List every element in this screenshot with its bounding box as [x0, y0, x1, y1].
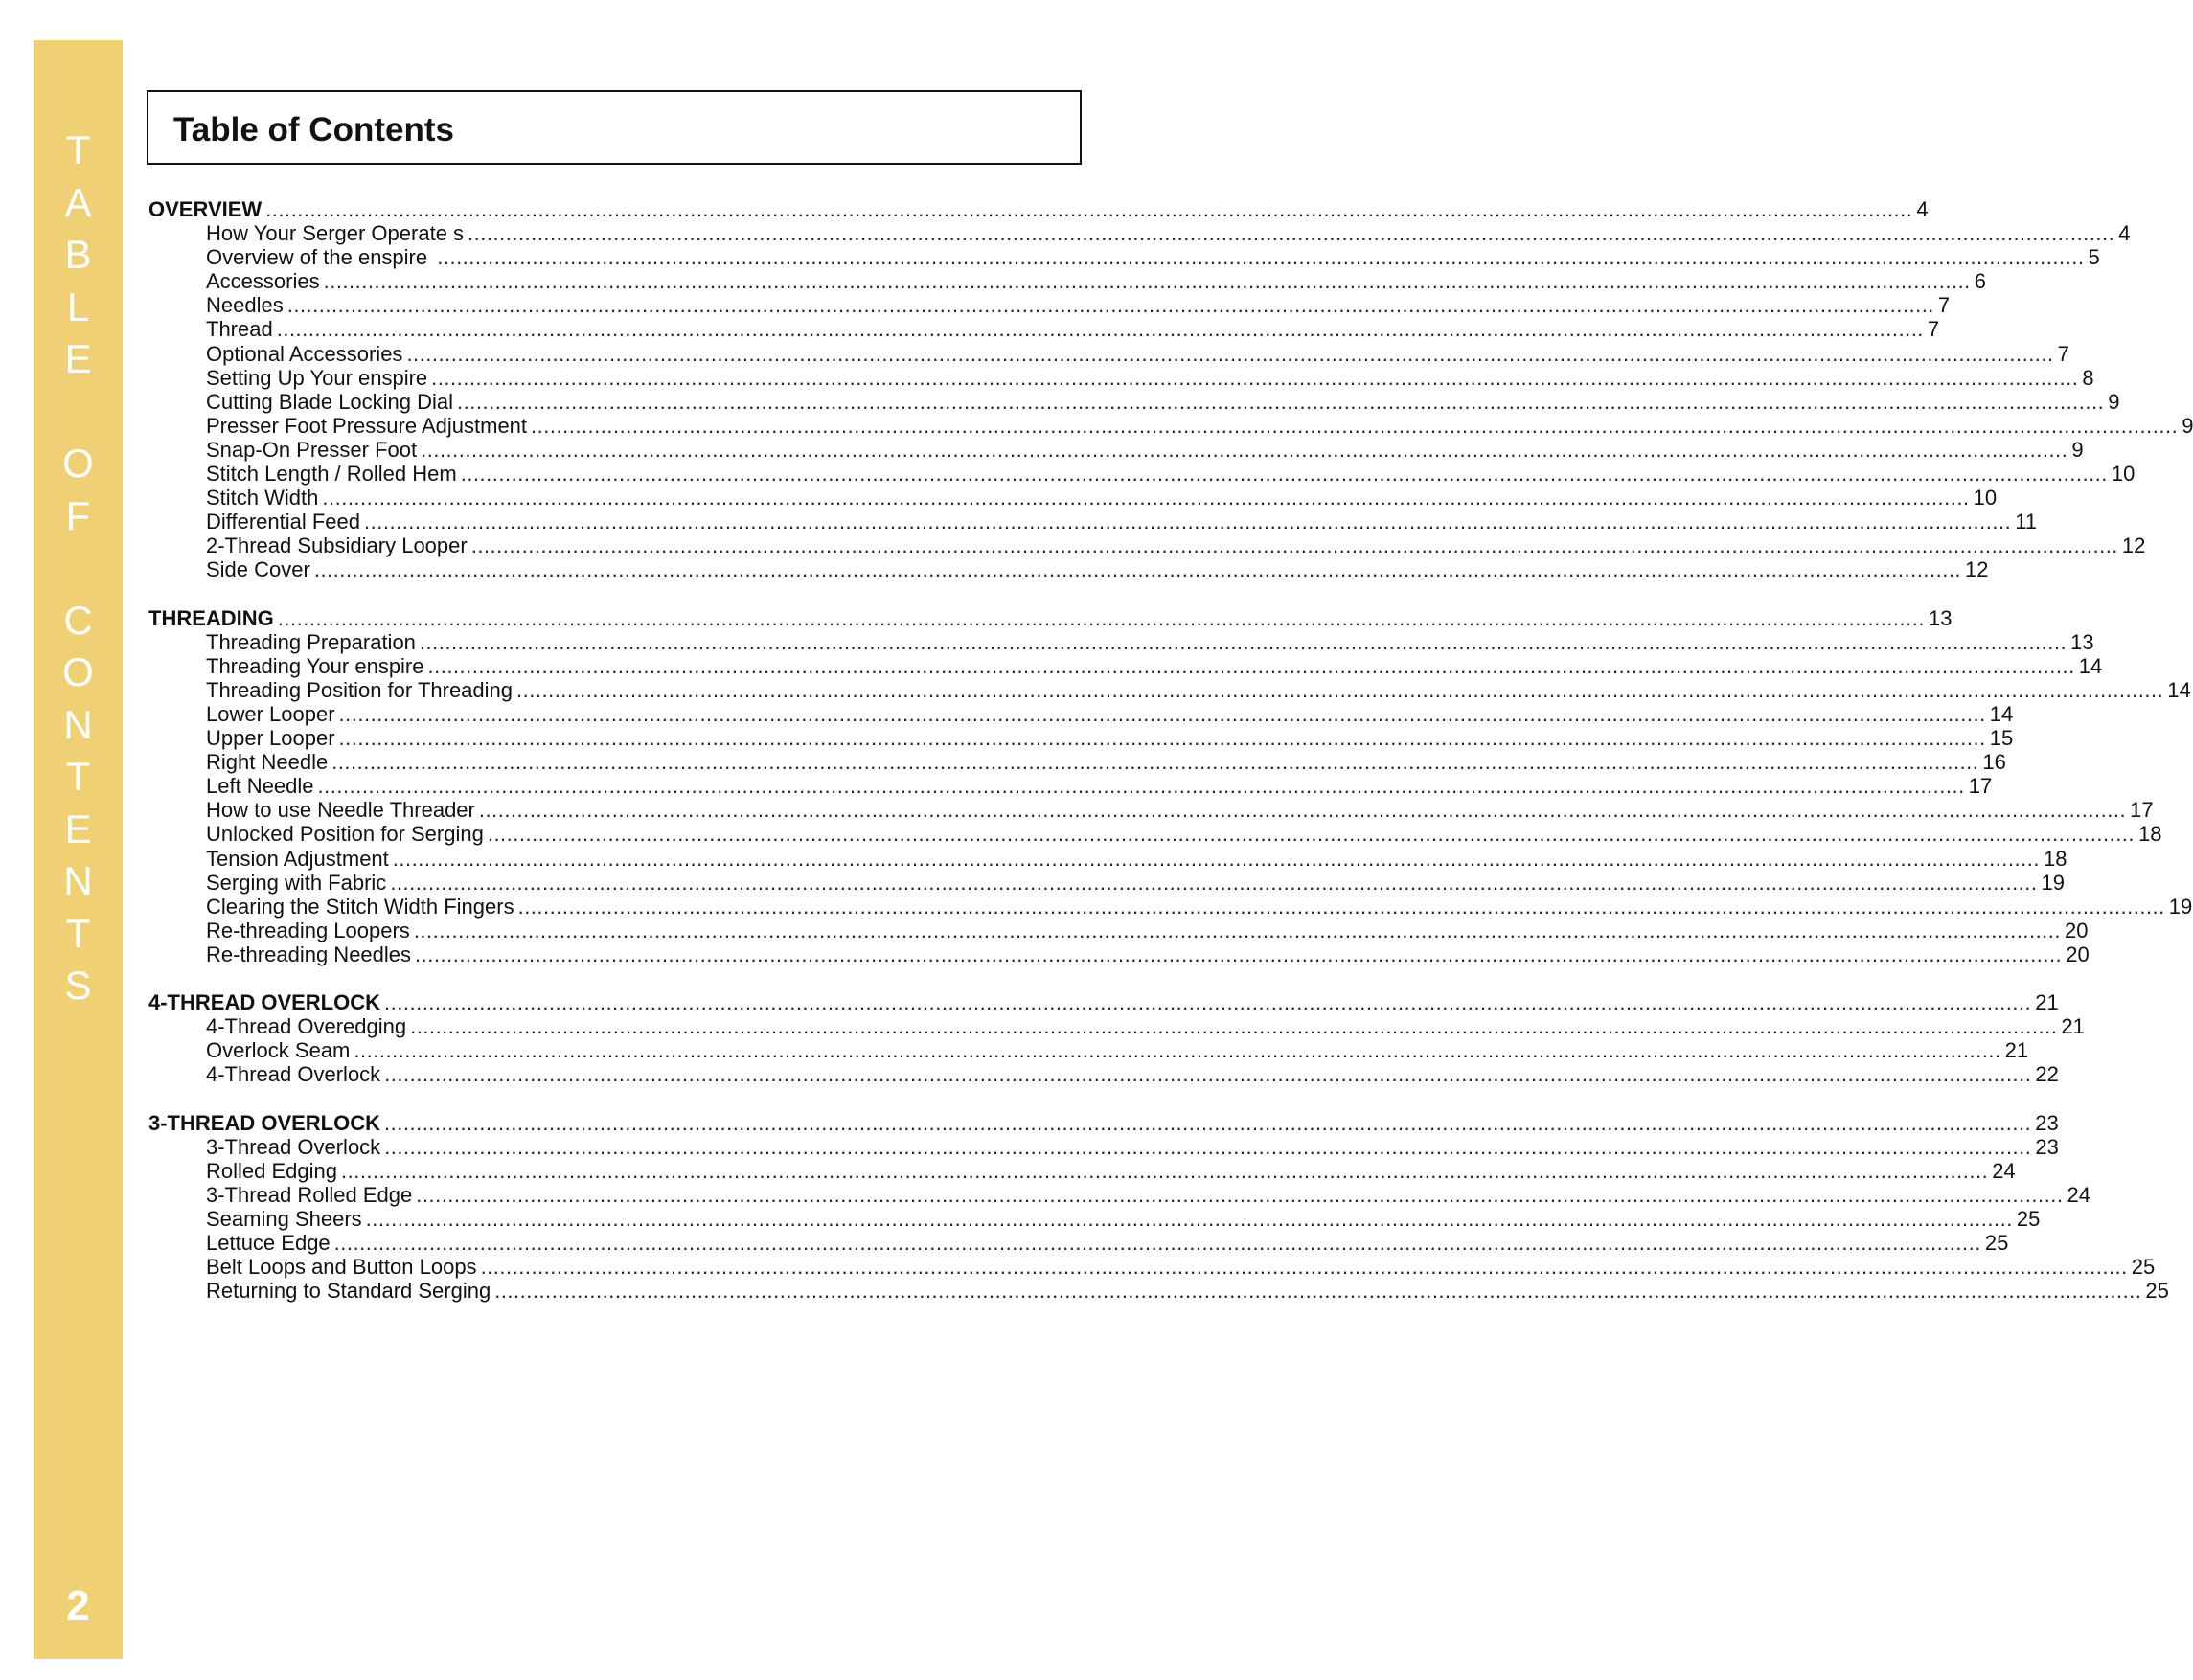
dot-leader: .................................................................................................................................................................................................................................................................... — [487, 822, 2136, 847]
dot-leader: .................................................................................................................................................................................................................................................................... — [516, 677, 2164, 702]
toc-entry-label: Upper Looper — [206, 726, 335, 751]
toc-entry-page-number: 14 — [2167, 677, 2191, 702]
toc-entry-label: Serging with Fabric — [206, 870, 387, 895]
toc-entry[interactable] — [148, 822, 2162, 847]
dot-leader: .................................................................................................................................................................................................................................................................... — [419, 629, 2067, 654]
toc-entry-label: Thread — [206, 317, 273, 342]
toc-entry[interactable] — [148, 389, 2120, 414]
toc-entry-page-number: 25 — [1984, 1231, 2009, 1256]
toc-entry-page-number: 21 — [2061, 1014, 2085, 1039]
toc-entry-label: Seaming Sheers — [206, 1206, 362, 1231]
toc-entry-label: Snap-On Presser Foot — [206, 437, 418, 462]
toc-entry[interactable] — [148, 413, 2193, 438]
toc-entry-label: Overview of the enspire — [206, 245, 434, 270]
sidebar-letter: N — [63, 858, 93, 903]
dot-leader: .................................................................................................................................................................................................................................................................... — [421, 437, 2068, 462]
toc-entry[interactable] — [148, 942, 2090, 966]
sidebar-letter: F — [65, 492, 91, 538]
toc-entry-page-number: 11 — [2015, 510, 2038, 534]
dot-leader: .................................................................................................................................................................................................................................................................... — [276, 317, 1924, 342]
dot-leader: .................................................................................................................................................................................................................................................................... — [460, 462, 2108, 487]
toc-entry[interactable] — [148, 1158, 2016, 1183]
toc-entry-label: THREADING — [148, 605, 274, 630]
toc-entry-page-number: 25 — [2145, 1279, 2169, 1304]
dot-leader: .................................................................................................................................................................................................................................................................... — [517, 894, 2165, 919]
toc-entry-page-number: 4 — [1916, 197, 1929, 221]
dot-leader: .................................................................................................................................................................................................................................................................... — [354, 1038, 2001, 1063]
toc-entry[interactable] — [148, 293, 1951, 318]
toc-section — [148, 1110, 2169, 1304]
dot-leader: .................................................................................................................................................................................................................................................................... — [413, 918, 2062, 942]
toc-entry[interactable] — [148, 1182, 2090, 1207]
sidebar-letter: N — [63, 701, 93, 747]
toc-entry[interactable] — [148, 1014, 2085, 1039]
toc-entry[interactable] — [148, 894, 2193, 919]
toc-entry-label: Presser Foot Pressure Adjustment — [206, 413, 528, 438]
toc-entry-label: Stitch Length / Rolled Hem — [206, 462, 457, 487]
toc-entry[interactable] — [148, 726, 2014, 751]
toc-entry[interactable] — [148, 269, 1987, 294]
toc-entry-label: Threading Preparation — [206, 629, 416, 654]
sidebar-letter: T — [65, 754, 91, 799]
dot-leader: .................................................................................................................................................................................................................................................................... — [338, 701, 1986, 726]
dot-leader: .................................................................................................................................................................................................................................................................... — [480, 1255, 2128, 1280]
toc-entry-label: Left Needle — [206, 774, 314, 799]
toc-entry[interactable] — [148, 1279, 2169, 1304]
dot-leader: .................................................................................................................................................................................................................................................................... — [416, 1182, 2064, 1207]
toc-entry[interactable] — [148, 1206, 2041, 1231]
toc-entry-page-number: 7 — [1937, 293, 1951, 318]
toc-entry[interactable] — [148, 462, 2136, 487]
dot-leader: .................................................................................................................................................................................................................................................................... — [317, 774, 1965, 799]
toc-entry[interactable] — [148, 701, 2014, 726]
toc-entry-page-number: 17 — [1968, 774, 1993, 799]
dot-leader: .................................................................................................................................................................................................................................................................... — [531, 413, 2179, 438]
dot-leader: .................................................................................................................................................................................................................................................................... — [384, 1134, 2032, 1159]
toc-entry[interactable] — [148, 557, 1989, 582]
sidebar-letter: S — [64, 963, 92, 1008]
page-title: Table of Contents — [173, 111, 454, 148]
toc-entry-page-number: 9 — [2071, 437, 2084, 462]
toc-section — [148, 197, 2193, 582]
sidebar-letter: B — [64, 232, 92, 277]
toc-entry-label: Lower Looper — [206, 701, 335, 726]
dot-leader: .................................................................................................................................................................................................................................................................... — [392, 846, 2040, 871]
dot-leader: .................................................................................................................................................................................................................................................................... — [494, 1279, 2142, 1304]
dot-leader: .................................................................................................................................................................................................................................................................... — [468, 221, 2115, 246]
toc-entry-label: Cutting Blade Locking Dial — [206, 389, 454, 414]
sidebar-letter: E — [64, 336, 92, 381]
sidebar-letter: O — [62, 441, 94, 486]
toc-entry-page-number: 5 — [2088, 245, 2100, 270]
toc-entry-label: Setting Up Your enspire — [206, 365, 428, 390]
toc-entry-label: Threading Your enspire — [206, 653, 424, 678]
dot-leader: .................................................................................................................................................................................................................................................................... — [427, 653, 2075, 678]
toc-entry-page-number: 9 — [2182, 413, 2193, 438]
page-number: 2 — [66, 1582, 90, 1629]
table-of-contents — [148, 197, 2193, 1327]
dot-leader: .................................................................................................................................................................................................................................................................... — [470, 534, 2118, 558]
toc-entry-page-number: 21 — [2004, 1038, 2029, 1063]
toc-entry-page-number: 15 — [1989, 726, 2014, 751]
toc-entry-page-number: 18 — [2138, 822, 2162, 847]
toc-entry-label: Tension Adjustment — [206, 846, 389, 871]
toc-section-heading[interactable] — [148, 990, 2059, 1015]
dot-leader: .................................................................................................................................................................................................................................................................... — [331, 750, 1979, 775]
toc-entry[interactable] — [148, 750, 2006, 775]
toc-entry[interactable] — [148, 317, 1940, 342]
toc-entry-page-number: 22 — [2035, 1062, 2059, 1087]
toc-entry-page-number: 6 — [1974, 269, 1987, 294]
dot-leader: .................................................................................................................................................................................................................................................................... — [406, 341, 2054, 366]
sidebar-letter: E — [64, 806, 92, 851]
dot-leader: .................................................................................................................................................................................................................................................................... — [322, 486, 1970, 511]
toc-entry-page-number: 14 — [1989, 701, 2014, 726]
sidebar-vertical-title — [34, 125, 123, 1012]
dot-leader: .................................................................................................................................................................................................................................................................... — [384, 1062, 2032, 1087]
toc-entry-page-number: 9 — [2108, 389, 2120, 414]
toc-entry-page-number: 12 — [2121, 534, 2146, 558]
toc-entry[interactable] — [148, 918, 2089, 942]
toc-entry-page-number: 18 — [2043, 846, 2067, 871]
toc-entry[interactable] — [148, 510, 2038, 534]
dot-leader: .................................................................................................................................................................................................................................................................... — [410, 1014, 2058, 1039]
toc-entry-label: How Your Serger Operate s — [206, 221, 465, 246]
toc-entry-label: 3-Thread Overlock — [206, 1134, 381, 1159]
toc-section — [148, 605, 2193, 966]
toc-entry-label: Re-threading Needles — [206, 942, 412, 966]
toc-entry[interactable] — [148, 437, 2084, 462]
toc-entry-label: 4-THREAD OVERLOCK — [148, 990, 381, 1015]
toc-entry-page-number: 23 — [2035, 1134, 2059, 1159]
toc-entry-page-number: 24 — [2067, 1182, 2090, 1207]
dot-leader: .................................................................................................................................................................................................................................................................... — [415, 942, 2063, 966]
dot-leader: .................................................................................................................................................................................................................................................................... — [338, 726, 1986, 751]
toc-entry[interactable] — [148, 774, 1993, 799]
dot-leader: .................................................................................................................................................................................................................................................................... — [384, 990, 2032, 1015]
toc-entry-page-number: 16 — [1982, 750, 2006, 775]
toc-entry[interactable] — [148, 1231, 2009, 1256]
toc-section-heading[interactable] — [148, 1110, 2059, 1135]
toc-entry[interactable] — [148, 846, 2067, 871]
toc-entry-page-number: 21 — [2035, 990, 2059, 1015]
toc-entry-page-number: 25 — [2016, 1206, 2041, 1231]
toc-entry-label: Returning to Standard Serging — [206, 1279, 491, 1304]
sidebar-letter: L — [66, 284, 90, 329]
toc-entry-page-number: 23 — [2035, 1110, 2059, 1135]
sidebar-letter: T — [65, 910, 91, 956]
toc-entry-page-number: 17 — [2130, 798, 2154, 823]
toc-entry-page-number: 8 — [2082, 365, 2094, 390]
toc-entry[interactable] — [148, 534, 2146, 558]
toc-entry[interactable] — [148, 486, 1998, 511]
toc-entry[interactable] — [148, 1062, 2059, 1087]
toc-entry-label: Rolled Edging — [206, 1158, 337, 1183]
dot-leader: .................................................................................................................................................................................................................................................................... — [364, 510, 2012, 534]
toc-entry-label: Overlock Seam — [206, 1038, 351, 1063]
toc-section-heading[interactable] — [148, 605, 1953, 630]
dot-leader: .................................................................................................................................................................................................................................................................... — [333, 1231, 1981, 1256]
toc-entry-label: Lettuce Edge — [206, 1231, 331, 1256]
toc-entry-label: Optional Accessories — [206, 341, 403, 366]
toc-entry-page-number: 10 — [1973, 486, 1998, 511]
dot-leader: .................................................................................................................................................................................................................................................................... — [365, 1206, 2013, 1231]
dot-leader: .................................................................................................................................................................................................................................................................... — [437, 245, 2085, 270]
toc-entry-page-number: 24 — [1992, 1158, 2016, 1183]
toc-entry-page-number: 10 — [2111, 462, 2136, 487]
toc-entry-page-number: 13 — [1928, 605, 1953, 630]
toc-entry[interactable] — [148, 798, 2154, 823]
toc-entry-label: Differential Feed — [206, 510, 361, 534]
toc-entry-label: Needles — [206, 293, 284, 318]
toc-entry-page-number: 19 — [2041, 870, 2065, 895]
toc-entry-label: Unlocked Position for Serging — [206, 822, 484, 847]
toc-entry-label: Re-threading Loopers — [206, 918, 410, 942]
toc-entry[interactable] — [148, 653, 2103, 678]
toc-entry[interactable] — [148, 1255, 2156, 1280]
toc-entry-label: Accessories — [206, 269, 320, 294]
toc-entry-label: Side Cover — [206, 557, 310, 582]
toc-entry-page-number: 25 — [2131, 1255, 2156, 1280]
toc-entry[interactable] — [148, 870, 2065, 895]
sidebar-letter: A — [64, 179, 92, 225]
toc-entry-label: 2-Thread Subsidiary Looper — [206, 534, 468, 558]
dot-leader: .................................................................................................................................................................................................................................................................... — [384, 1110, 2032, 1135]
dot-leader: .................................................................................................................................................................................................................................................................... — [431, 365, 2079, 390]
dot-leader: .................................................................................................................................................................................................................................................................... — [277, 605, 1925, 630]
toc-entry-label: 3-THREAD OVERLOCK — [148, 1110, 381, 1135]
toc-entry-label: Clearing the Stitch Width Fingers — [206, 894, 514, 919]
toc-entry[interactable] — [148, 1038, 2029, 1063]
dot-leader: .................................................................................................................................................................................................................................................................... — [340, 1158, 1989, 1183]
toc-entry-page-number: 7 — [1927, 317, 1940, 342]
toc-entry[interactable] — [148, 629, 2094, 654]
sidebar-letter: O — [62, 649, 94, 694]
toc-entry[interactable] — [148, 677, 2191, 702]
toc-entry-page-number: 4 — [2118, 221, 2131, 246]
toc-section — [148, 990, 2085, 1087]
toc-entry[interactable] — [148, 365, 2094, 390]
dot-leader: .................................................................................................................................................................................................................................................................... — [457, 389, 2105, 414]
toc-entry-page-number: 20 — [2066, 942, 2090, 966]
sidebar-tab — [34, 40, 123, 1659]
toc-entry-label: OVERVIEW — [148, 197, 263, 221]
toc-entry-label: Belt Loops and Button Loops — [206, 1255, 477, 1280]
dot-leader: .................................................................................................................................................................................................................................................................... — [390, 870, 2038, 895]
toc-entry[interactable] — [148, 1134, 2059, 1159]
dot-leader: .................................................................................................................................................................................................................................................................... — [323, 269, 1971, 294]
toc-entry-label: Right Needle — [206, 750, 329, 775]
sidebar-letter: T — [65, 127, 91, 172]
dot-leader: .................................................................................................................................................................................................................................................................... — [265, 197, 1913, 221]
sidebar-letter: C — [63, 597, 93, 643]
toc-entry-label: Threading Position for Threading — [206, 677, 514, 702]
toc-entry-page-number: 14 — [2078, 653, 2103, 678]
toc-entry-label: 4-Thread Overlock — [206, 1062, 381, 1087]
dot-leader: .................................................................................................................................................................................................................................................................... — [286, 293, 1934, 318]
toc-entry-page-number: 20 — [2065, 918, 2089, 942]
toc-section-heading[interactable] — [148, 197, 1929, 221]
toc-entry[interactable] — [148, 221, 2131, 246]
dot-leader: .................................................................................................................................................................................................................................................................... — [313, 557, 1962, 582]
toc-entry-page-number: 7 — [2057, 341, 2069, 366]
toc-entry[interactable] — [148, 341, 2069, 366]
dot-leader: .................................................................................................................................................................................................................................................................... — [478, 798, 2127, 823]
toc-entry[interactable] — [148, 245, 2100, 270]
toc-entry-label: How to use Needle Threader — [206, 798, 475, 823]
toc-entry-page-number: 13 — [2070, 629, 2094, 654]
toc-entry-label: 4-Thread Overedging — [206, 1014, 407, 1039]
toc-entry-page-number: 12 — [1965, 557, 1989, 582]
toc-entry-label: Stitch Width — [206, 486, 319, 511]
toc-entry-page-number: 19 — [2168, 894, 2193, 919]
toc-entry-label: 3-Thread Rolled Edge — [206, 1182, 413, 1207]
title-box — [147, 90, 1082, 165]
